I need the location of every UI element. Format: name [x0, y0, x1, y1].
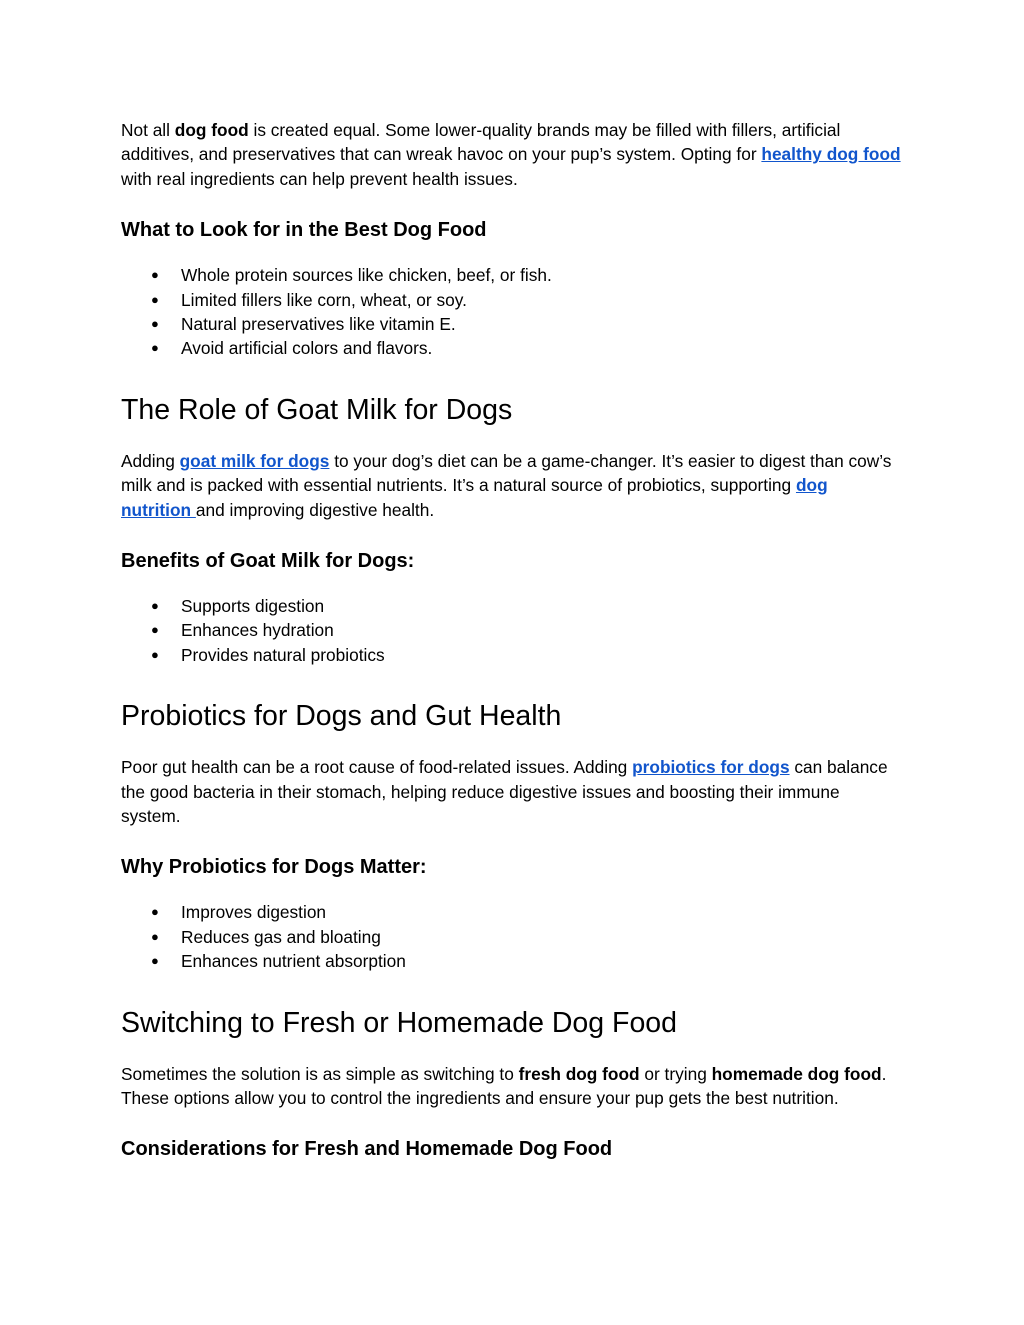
document-page	[121, 118, 901, 1162]
link-goat-milk-for-dogs[interactable]: goat milk for dogs	[179, 450, 330, 471]
bullet-icon: ●	[151, 267, 159, 283]
intro-paragraph: Not all dog food is created equal. Some lower-quality brands may be filled with fillers, artificial additives, and preservatives that can wreak havoc on your pup’s system. Opting for healthy dog food with real ingredients can help prevent health issues.	[121, 120, 901, 189]
bullet-icon: ●	[151, 953, 159, 969]
list-item: ● Enhances hydration	[121, 618, 901, 642]
heading-why-probiotics: Why Probiotics for Dogs Matter:	[121, 856, 427, 879]
list-item: ● Avoid artificial colors and flavors.	[121, 336, 901, 360]
list-item: ● Reduces gas and bloating	[121, 925, 901, 949]
bullet-icon: ●	[151, 340, 159, 356]
bold-dog-food: dog food	[174, 120, 249, 140]
link-healthy-dog-food[interactable]: healthy dog food	[761, 144, 901, 165]
link-dog-nutrition[interactable]: dog nutrition	[121, 475, 828, 520]
heading-fresh-homemade: Switching to Fresh or Homemade Dog Food	[121, 1006, 678, 1039]
bullet-icon: ●	[151, 622, 159, 638]
list-why-probiotics	[121, 900, 901, 973]
bullet-icon: ●	[151, 316, 159, 331]
list-item: ● Improves digestion	[121, 900, 901, 924]
list-what-to-look-for	[121, 263, 901, 361]
list-item: ● Enhances nutrient absorption	[121, 949, 901, 973]
bullet-icon: ●	[151, 928, 159, 944]
bold-fresh-dog-food: fresh dog food	[518, 1063, 640, 1084]
heading-considerations: Considerations for Fresh and Homemade Dog Food	[121, 1138, 613, 1161]
list-item: ● Natural preservatives like vitamin E.	[121, 312, 901, 336]
link-probiotics-for-dogs[interactable]: probiotics for dogs	[632, 757, 790, 778]
heading-probiotics: Probiotics for Dogs and Gut Health	[121, 700, 562, 733]
bullet-icon: ●	[151, 904, 159, 920]
goat-milk-paragraph: Adding goat milk for dogs to your dog’s diet can be a game-changer. It’s easier to digest than cow’s milk and is packed with essential nutrients. It’s a natural source of probiotics, supporting dog nutrition and improving digestive health.	[121, 450, 892, 520]
fresh-paragraph: Sometimes the solution is as simple as switching to fresh dog food or trying homemade dog food. These options allow you to control the ingredients and ensure your pup gets the best nutrition.	[121, 1063, 887, 1108]
list-benefits-goat-milk	[121, 594, 901, 667]
bold-homemade-dog-food: homemade dog food	[711, 1063, 882, 1084]
bullet-icon: ●	[151, 598, 159, 613]
heading-benefits-goat-milk: Benefits of Goat Milk for Dogs:	[121, 550, 415, 572]
heading-goat-milk: The Role of Goat Milk for Dogs	[121, 393, 513, 426]
bullet-icon: ●	[151, 646, 159, 662]
list-item: ● Provides natural probiotics	[121, 643, 901, 667]
list-item: ● Limited fillers like corn, wheat, or soy.	[121, 288, 901, 312]
probiotics-paragraph: Poor gut health can be a root cause of food-related issues. Adding probiotics for dogs can balance the good bacteria in their stomach, helping reduce digestive issues and boosting their immune system.	[121, 757, 888, 826]
heading-what-to-look-for: What to Look for in the Best Dog Food	[121, 219, 487, 242]
list-item: ● Whole protein sources like chicken, beef, or fish.	[121, 263, 901, 287]
list-item: ● Supports digestion	[121, 594, 901, 618]
bullet-icon: ●	[151, 291, 159, 307]
